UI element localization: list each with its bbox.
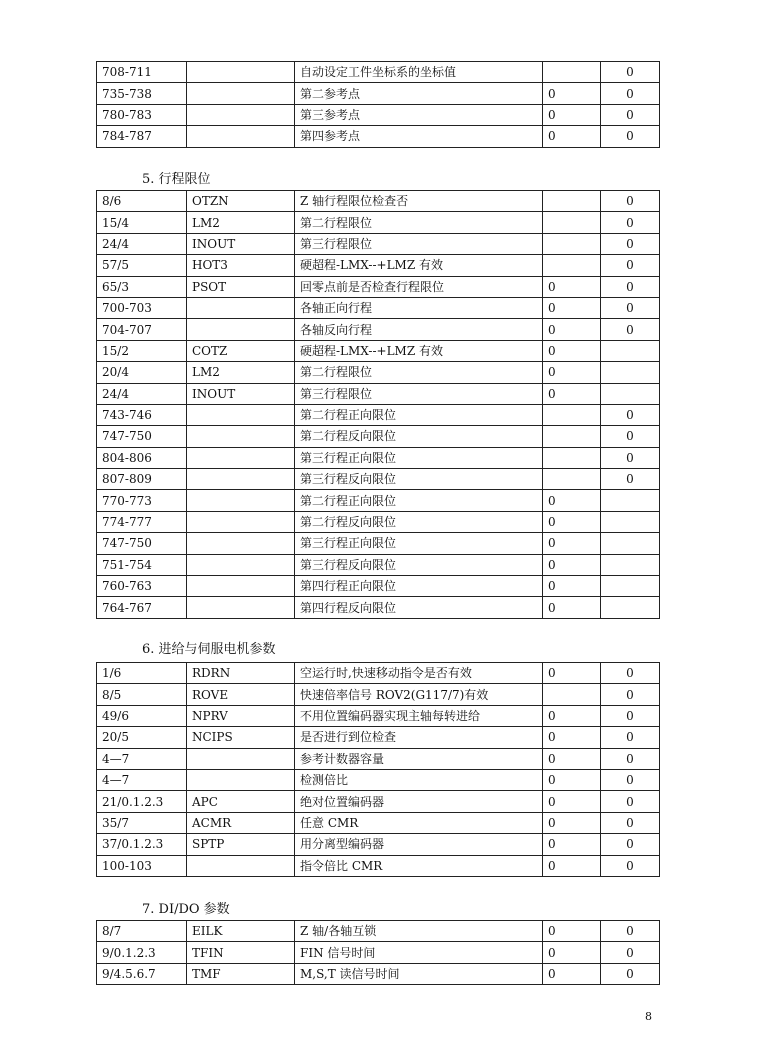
param-number-cell: 708-711 xyxy=(97,62,187,83)
param-symbol-cell: LM2 xyxy=(187,362,295,383)
param-description-cell: 第三行程限位 xyxy=(295,383,543,404)
table-row xyxy=(97,191,660,212)
param-value-a-cell: 0 xyxy=(543,554,601,575)
param-number-cell: 8/6 xyxy=(97,191,187,212)
param-number-cell: 35/7 xyxy=(97,812,187,833)
param-value-a-cell: 0 xyxy=(543,748,601,769)
param-description-cell: 硬超程-LMX--+LMZ 有效 xyxy=(295,340,543,361)
param-symbol-cell: ACMR xyxy=(187,812,295,833)
param-description-cell: 自动设定工件坐标系的坐标值 xyxy=(295,62,543,83)
param-symbol-cell xyxy=(187,426,295,447)
param-description-cell: M,S,T 读信号时间 xyxy=(295,963,543,984)
param-description-cell: 第三行程反向限位 xyxy=(295,469,543,490)
param-symbol-cell: COTZ xyxy=(187,340,295,361)
table-row xyxy=(97,576,660,597)
table-row xyxy=(97,533,660,554)
param-value-a-cell xyxy=(543,191,601,212)
param-number-cell: 9/4.5.6.7 xyxy=(97,963,187,984)
parameter-table-reference-points xyxy=(96,61,660,148)
param-number-cell: 807-809 xyxy=(97,469,187,490)
param-symbol-cell xyxy=(187,469,295,490)
param-description-cell: 第二参考点 xyxy=(295,83,543,104)
table-row xyxy=(97,83,660,104)
param-value-b-cell: 0 xyxy=(601,684,660,705)
param-value-b-cell: 0 xyxy=(601,855,660,876)
parameter-table-travel-limits xyxy=(96,190,660,619)
table-row xyxy=(97,447,660,468)
param-description-cell: 任意 CMR xyxy=(295,812,543,833)
param-value-a-cell xyxy=(543,212,601,233)
param-value-a-cell xyxy=(543,684,601,705)
param-value-b-cell: 0 xyxy=(601,963,660,984)
param-number-cell: 764-767 xyxy=(97,597,187,618)
table-row xyxy=(97,126,660,147)
param-number-cell: 747-750 xyxy=(97,533,187,554)
param-symbol-cell xyxy=(187,62,295,83)
param-number-cell: 15/2 xyxy=(97,340,187,361)
param-number-cell: 15/4 xyxy=(97,212,187,233)
table-row xyxy=(97,727,660,748)
param-value-a-cell xyxy=(543,255,601,276)
param-value-b-cell: 0 xyxy=(601,769,660,790)
table-row xyxy=(97,834,660,855)
table-row xyxy=(97,490,660,511)
param-number-cell: 4—7 xyxy=(97,769,187,790)
param-value-b-cell: 0 xyxy=(601,663,660,684)
param-value-b-cell xyxy=(601,533,660,554)
table-row xyxy=(97,921,660,942)
table-row xyxy=(97,511,660,532)
param-number-cell: 100-103 xyxy=(97,855,187,876)
param-description-cell: 回零点前是否检查行程限位 xyxy=(295,276,543,297)
table-row xyxy=(97,963,660,984)
param-value-b-cell: 0 xyxy=(601,404,660,425)
param-value-a-cell xyxy=(543,404,601,425)
param-description-cell: 指令倍比 CMR xyxy=(295,855,543,876)
table-row xyxy=(97,663,660,684)
param-number-cell: 804-806 xyxy=(97,447,187,468)
param-value-a-cell: 0 xyxy=(543,791,601,812)
param-value-a-cell: 0 xyxy=(543,834,601,855)
param-number-cell: 8/5 xyxy=(97,684,187,705)
param-symbol-cell xyxy=(187,447,295,468)
param-symbol-cell: INOUT xyxy=(187,383,295,404)
param-value-a-cell: 0 xyxy=(543,855,601,876)
param-symbol-cell xyxy=(187,490,295,511)
param-number-cell: 24/4 xyxy=(97,233,187,254)
param-description-cell: 空运行时,快速移动指令是否有效 xyxy=(295,663,543,684)
param-number-cell: 747-750 xyxy=(97,426,187,447)
param-description-cell: 第三行程正向限位 xyxy=(295,533,543,554)
param-value-a-cell xyxy=(543,62,601,83)
param-value-b-cell xyxy=(601,383,660,404)
param-symbol-cell xyxy=(187,597,295,618)
param-symbol-cell: APC xyxy=(187,791,295,812)
table-row xyxy=(97,748,660,769)
table-row xyxy=(97,791,660,812)
param-value-a-cell: 0 xyxy=(543,126,601,147)
param-value-b-cell: 0 xyxy=(601,191,660,212)
param-value-b-cell: 0 xyxy=(601,705,660,726)
param-description-cell: 硬超程-LMX--+LMZ 有效 xyxy=(295,255,543,276)
param-symbol-cell: LM2 xyxy=(187,212,295,233)
param-symbol-cell: RDRN xyxy=(187,663,295,684)
param-value-b-cell: 0 xyxy=(601,297,660,318)
param-value-a-cell xyxy=(543,447,601,468)
param-value-a-cell: 0 xyxy=(543,663,601,684)
param-value-b-cell: 0 xyxy=(601,255,660,276)
table-row xyxy=(97,340,660,361)
table-row xyxy=(97,769,660,790)
param-value-b-cell: 0 xyxy=(601,233,660,254)
param-value-b-cell xyxy=(601,490,660,511)
param-number-cell: 784-787 xyxy=(97,126,187,147)
table-row xyxy=(97,297,660,318)
param-description-cell: 第二行程正向限位 xyxy=(295,404,543,425)
param-symbol-cell: NCIPS xyxy=(187,727,295,748)
table-row xyxy=(97,554,660,575)
param-value-b-cell xyxy=(601,511,660,532)
param-symbol-cell xyxy=(187,126,295,147)
param-description-cell: 第二行程限位 xyxy=(295,362,543,383)
param-value-b-cell: 0 xyxy=(601,126,660,147)
param-description-cell: Z 轴/各轴互锁 xyxy=(295,921,543,942)
param-value-b-cell: 0 xyxy=(601,62,660,83)
table-row xyxy=(97,855,660,876)
param-value-a-cell xyxy=(543,233,601,254)
param-description-cell: 参考计数器容量 xyxy=(295,748,543,769)
parameter-table-di-do xyxy=(96,920,660,985)
param-symbol-cell xyxy=(187,319,295,340)
param-value-b-cell xyxy=(601,576,660,597)
param-symbol-cell: OTZN xyxy=(187,191,295,212)
param-description-cell: 第二行程反向限位 xyxy=(295,511,543,532)
param-value-b-cell: 0 xyxy=(601,469,660,490)
param-value-a-cell: 0 xyxy=(543,921,601,942)
param-number-cell: 770-773 xyxy=(97,490,187,511)
param-number-cell: 751-754 xyxy=(97,554,187,575)
param-value-a-cell: 0 xyxy=(543,533,601,554)
table-row xyxy=(97,812,660,833)
param-description-cell: 第二行程正向限位 xyxy=(295,490,543,511)
param-symbol-cell xyxy=(187,769,295,790)
param-value-a-cell: 0 xyxy=(543,511,601,532)
table-row xyxy=(97,212,660,233)
param-symbol-cell: TFIN xyxy=(187,942,295,963)
param-value-b-cell xyxy=(601,554,660,575)
param-number-cell: 743-746 xyxy=(97,404,187,425)
param-value-b-cell xyxy=(601,340,660,361)
param-symbol-cell xyxy=(187,576,295,597)
param-number-cell: 1/6 xyxy=(97,663,187,684)
table-row xyxy=(97,426,660,447)
param-symbol-cell: HOT3 xyxy=(187,255,295,276)
param-value-a-cell: 0 xyxy=(543,963,601,984)
param-number-cell: 704-707 xyxy=(97,319,187,340)
param-value-a-cell: 0 xyxy=(543,297,601,318)
param-symbol-cell xyxy=(187,533,295,554)
table-row xyxy=(97,255,660,276)
param-number-cell: 24/4 xyxy=(97,383,187,404)
table-row xyxy=(97,62,660,83)
param-value-b-cell: 0 xyxy=(601,83,660,104)
param-symbol-cell xyxy=(187,554,295,575)
param-symbol-cell xyxy=(187,855,295,876)
param-description-cell: 第三参考点 xyxy=(295,104,543,125)
param-symbol-cell: NPRV xyxy=(187,705,295,726)
table-row xyxy=(97,362,660,383)
table-row xyxy=(97,319,660,340)
table-row xyxy=(97,684,660,705)
param-value-b-cell: 0 xyxy=(601,834,660,855)
param-description-cell: 各轴反向行程 xyxy=(295,319,543,340)
table-row xyxy=(97,469,660,490)
param-number-cell: 760-763 xyxy=(97,576,187,597)
param-value-a-cell: 0 xyxy=(543,597,601,618)
param-description-cell: FIN 信号时间 xyxy=(295,942,543,963)
param-symbol-cell xyxy=(187,404,295,425)
param-symbol-cell: TMF xyxy=(187,963,295,984)
page-number: 8 xyxy=(645,1010,652,1023)
param-number-cell: 20/5 xyxy=(97,727,187,748)
param-value-a-cell: 0 xyxy=(543,490,601,511)
table-row xyxy=(97,233,660,254)
param-value-b-cell: 0 xyxy=(601,319,660,340)
param-value-b-cell xyxy=(601,597,660,618)
param-number-cell: 20/4 xyxy=(97,362,187,383)
param-description-cell: 第四参考点 xyxy=(295,126,543,147)
param-value-b-cell: 0 xyxy=(601,447,660,468)
param-value-a-cell: 0 xyxy=(543,319,601,340)
param-description-cell: 第四行程正向限位 xyxy=(295,576,543,597)
param-number-cell: 780-783 xyxy=(97,104,187,125)
param-symbol-cell xyxy=(187,297,295,318)
param-value-b-cell xyxy=(601,362,660,383)
param-description-cell: 第二行程反向限位 xyxy=(295,426,543,447)
param-value-b-cell: 0 xyxy=(601,276,660,297)
table-row xyxy=(97,104,660,125)
param-value-a-cell: 0 xyxy=(543,576,601,597)
param-number-cell: 4—7 xyxy=(97,748,187,769)
param-description-cell: 是否进行到位检查 xyxy=(295,727,543,748)
param-description-cell: 第三行程正向限位 xyxy=(295,447,543,468)
param-value-a-cell: 0 xyxy=(543,83,601,104)
section-heading-travel-limits: 5. 行程限位 xyxy=(142,172,211,187)
param-number-cell: 65/3 xyxy=(97,276,187,297)
param-number-cell: 21/0.1.2.3 xyxy=(97,791,187,812)
param-value-a-cell xyxy=(543,469,601,490)
param-symbol-cell xyxy=(187,748,295,769)
param-description-cell: 快速倍率信号 ROV2(G117/7)有效 xyxy=(295,684,543,705)
param-number-cell: 700-703 xyxy=(97,297,187,318)
param-symbol-cell xyxy=(187,104,295,125)
param-value-b-cell: 0 xyxy=(601,748,660,769)
table-row xyxy=(97,942,660,963)
param-value-a-cell: 0 xyxy=(543,812,601,833)
param-value-a-cell: 0 xyxy=(543,727,601,748)
param-description-cell: 第二行程限位 xyxy=(295,212,543,233)
param-symbol-cell: PSOT xyxy=(187,276,295,297)
param-value-a-cell: 0 xyxy=(543,942,601,963)
table-row xyxy=(97,383,660,404)
param-value-a-cell: 0 xyxy=(543,362,601,383)
param-description-cell: 各轴正向行程 xyxy=(295,297,543,318)
param-symbol-cell: INOUT xyxy=(187,233,295,254)
param-number-cell: 9/0.1.2.3 xyxy=(97,942,187,963)
param-value-b-cell: 0 xyxy=(601,942,660,963)
param-number-cell: 8/7 xyxy=(97,921,187,942)
param-number-cell: 37/0.1.2.3 xyxy=(97,834,187,855)
section-heading-feed-servo: 6. 进给与伺服电机参数 xyxy=(142,642,276,657)
param-value-b-cell: 0 xyxy=(601,791,660,812)
param-value-b-cell: 0 xyxy=(601,104,660,125)
param-symbol-cell xyxy=(187,83,295,104)
table-row xyxy=(97,276,660,297)
parameter-table-feed-servo xyxy=(96,662,660,877)
table-row xyxy=(97,597,660,618)
param-description-cell: 绝对位置编码器 xyxy=(295,791,543,812)
param-value-a-cell: 0 xyxy=(543,383,601,404)
param-description-cell: 第三行程限位 xyxy=(295,233,543,254)
param-number-cell: 57/5 xyxy=(97,255,187,276)
param-symbol-cell: SPTP xyxy=(187,834,295,855)
param-symbol-cell: ROVE xyxy=(187,684,295,705)
param-description-cell: Z 轴行程限位检查否 xyxy=(295,191,543,212)
param-value-b-cell: 0 xyxy=(601,812,660,833)
param-description-cell: 用分离型编码器 xyxy=(295,834,543,855)
param-value-a-cell: 0 xyxy=(543,705,601,726)
param-value-b-cell: 0 xyxy=(601,212,660,233)
param-symbol-cell: EILK xyxy=(187,921,295,942)
param-value-a-cell xyxy=(543,426,601,447)
param-value-b-cell: 0 xyxy=(601,727,660,748)
param-description-cell: 不用位置编码器实现主轴每转进给 xyxy=(295,705,543,726)
param-value-a-cell: 0 xyxy=(543,276,601,297)
param-number-cell: 735-738 xyxy=(97,83,187,104)
param-description-cell: 第三行程反向限位 xyxy=(295,554,543,575)
param-value-a-cell: 0 xyxy=(543,340,601,361)
table-row xyxy=(97,705,660,726)
table-row xyxy=(97,404,660,425)
param-description-cell: 第四行程反向限位 xyxy=(295,597,543,618)
param-number-cell: 774-777 xyxy=(97,511,187,532)
section-heading-di-do: 7. DI/DO 参数 xyxy=(142,902,230,917)
param-value-b-cell: 0 xyxy=(601,426,660,447)
param-symbol-cell xyxy=(187,511,295,532)
param-value-b-cell: 0 xyxy=(601,921,660,942)
param-value-a-cell: 0 xyxy=(543,104,601,125)
param-value-a-cell: 0 xyxy=(543,769,601,790)
param-number-cell: 49/6 xyxy=(97,705,187,726)
param-description-cell: 检测倍比 xyxy=(295,769,543,790)
